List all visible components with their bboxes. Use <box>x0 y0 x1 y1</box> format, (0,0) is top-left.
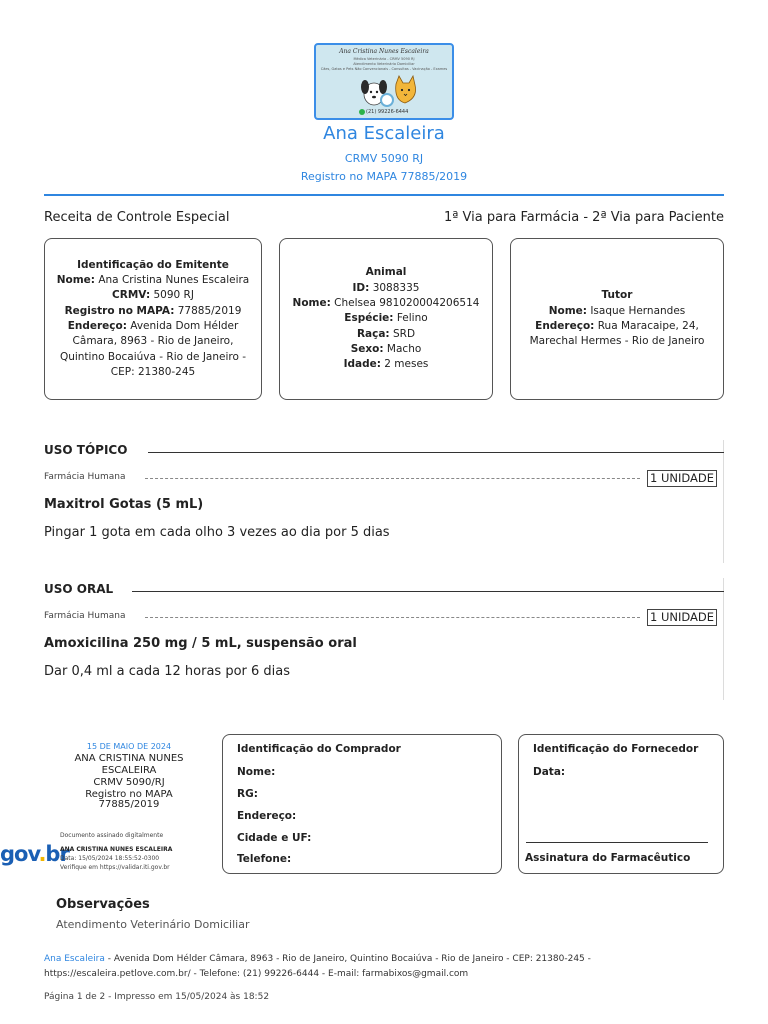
signature-date: 15 DE MAIO DE 2024 <box>86 742 172 751</box>
animal-idade: 2 meses <box>384 358 429 371</box>
observacoes-text: Atendimento Veterinário Domiciliar <box>56 918 250 931</box>
footer-contact <box>44 952 724 982</box>
footer-details: - Avenida Dom Hélder Câmara, 8963 - Rio de Janeiro, Quintino Bocaiúva - Rio de Janeiro - CEP: 21380-245 - https://escaleira.petlove.com.br/ - Telefone: (21) 99226-6444 - E-mail: farmabixos@gmail.com <box>44 954 591 979</box>
dog-cat-illustration-icon <box>354 72 418 108</box>
dotted-leader <box>145 617 640 618</box>
fornecedor-heading: Identificação do Fornecedor <box>533 743 699 755</box>
animal-sexo: Macho <box>386 342 422 355</box>
section-side-line <box>723 578 724 700</box>
animal-heading: Animal <box>365 266 407 279</box>
tutor-box: Tutor Nome: Isaque Hernandes Endereço: Rua Maracaipe, 24, Marechal Hermes - Rio de Janeiro <box>510 238 724 400</box>
quantity-badge: 1 UNIDADE <box>647 609 717 626</box>
comprador-nome-label: Nome: <box>237 766 276 778</box>
clinic-logo <box>314 43 454 120</box>
emitente-crmv: 5090 RJ <box>153 289 194 302</box>
comprador-telefone-label: Telefone: <box>237 853 292 865</box>
animal-box: Animal ID: 3088335 Nome: Chelsea 981020004206514 Espécie: Felino Raça: SRD Sexo: Macho Idade: 2 meses <box>279 238 493 400</box>
whatsapp-icon <box>359 109 365 115</box>
logo-phone: (21) 99226-6444 <box>366 109 409 115</box>
signer-name-1: ANA CRISTINA NUNES <box>74 753 184 764</box>
dotted-leader <box>145 478 640 479</box>
observacoes-title: Observações <box>56 897 150 912</box>
animal-id: 3088335 <box>372 281 420 294</box>
footer-name: Ana Escaleira <box>44 954 105 964</box>
page-info: Página 1 de 2 - Impresso em 15/05/2024 às 18:52 <box>44 992 270 1002</box>
farmacia-label: Farmácia Humana <box>44 611 126 621</box>
logo-name: Ana Cristina Nunes Escaleira <box>339 48 429 55</box>
fornecedor-data-label: Data: <box>533 766 566 778</box>
signature-line <box>526 842 708 843</box>
animal-especie: Felino <box>396 312 428 325</box>
digital-signature-title: Documento assinado digitalmente <box>60 832 164 839</box>
medication-name: Amoxicilina 250 mg / 5 mL, suspensão oral <box>44 636 357 651</box>
emitente-endereco: Avenida Dom Hélder Câmara, 8963 - Rio de Janeiro, Quintino Bocaiúva - Rio de Janeiro - CEP: 21380-245 <box>59 320 247 378</box>
doctor-name: Ana Escaleira <box>323 123 445 144</box>
medication-instruction: Dar 0,4 ml a cada 12 horas por 6 dias <box>44 664 291 679</box>
emitente-mapa: 77885/2019 <box>177 304 242 317</box>
medication-instruction: Pingar 1 gota em cada olho 3 vezes ao dia por 5 dias <box>44 525 390 540</box>
farmaceutico-signature-label: Assinatura do Farmacêutico <box>525 852 691 864</box>
header-divider <box>44 194 724 196</box>
section-rule <box>148 452 724 453</box>
emitente-box: Identificação do Emitente Nome: Ana Cristina Nunes Escaleira CRMV: 5090 RJ Registro no MAPA: 77885/2019 Endereço: Avenida Dom Hélder Câmara, 8963 - Rio de Janeiro, Quintino Bocaiúva - Rio de Janeiro - CEP: 21380-245 <box>44 238 262 400</box>
copy-info: 1ª Via para Farmácia - 2ª Via para Paciente <box>443 210 724 225</box>
section-title-oral: USO ORAL <box>44 582 114 596</box>
signer-crmv: CRMV 5090/RJ <box>93 777 165 788</box>
digital-signature-date: Data: 15/05/2024 18:55:52-0300 <box>60 855 160 862</box>
logo-line-3: Atendimento Veterinário Domiciliar <box>353 62 415 66</box>
logo-line-4: Cães, Gatos e Pets Não Convencionais - Consultas - Vacinação - Exames <box>320 67 448 71</box>
govbr-logo: gov.br <box>0 842 69 866</box>
comprador-cidade-label: Cidade e UF: <box>237 832 312 844</box>
signer-mapa-2: 77885/2019 <box>98 799 160 810</box>
comprador-heading: Identificação do Comprador <box>237 743 401 755</box>
signer-mapa-1: Registro no MAPA <box>85 789 173 800</box>
section-title-topico: USO TÓPICO <box>44 443 128 457</box>
comprador-endereco-label: Endereço: <box>237 810 297 822</box>
tutor-nome: Isaque Hernandes <box>590 304 686 317</box>
emitente-nome: Ana Cristina Nunes Escaleira <box>98 274 250 287</box>
animal-raca: SRD <box>392 327 416 340</box>
section-side-line <box>723 440 724 563</box>
tutor-endereco: Rua Maracaipe, 24, Marechal Hermes - Rio de Janeiro <box>529 320 705 348</box>
section-rule <box>132 591 724 592</box>
medication-name: Maxitrol Gotas (5 mL) <box>44 497 204 512</box>
emitente-heading: Identificação do Emitente <box>77 258 229 271</box>
signer-name-2: ESCALEIRA <box>101 765 157 776</box>
digital-signature-verify: Verifique em https://validar.iti.gov.br <box>60 864 170 871</box>
doctor-crmv: CRMV 5090 RJ <box>344 152 424 165</box>
digital-signature-name: ANA CRISTINA NUNES ESCALEIRA <box>60 846 173 853</box>
logo-line-2: Médica Veterinária - CRMV 5090 RJ <box>353 57 415 61</box>
farmacia-label: Farmácia Humana <box>44 472 126 482</box>
tutor-heading: Tutor <box>601 289 633 302</box>
comprador-rg-label: RG: <box>237 788 258 800</box>
quantity-badge: 1 UNIDADE <box>647 470 717 487</box>
animal-nome: Chelsea 981020004206514 <box>334 297 480 310</box>
doctor-mapa: Registro no MAPA 77885/2019 <box>300 170 468 183</box>
prescription-type: Receita de Controle Especial <box>44 210 230 225</box>
